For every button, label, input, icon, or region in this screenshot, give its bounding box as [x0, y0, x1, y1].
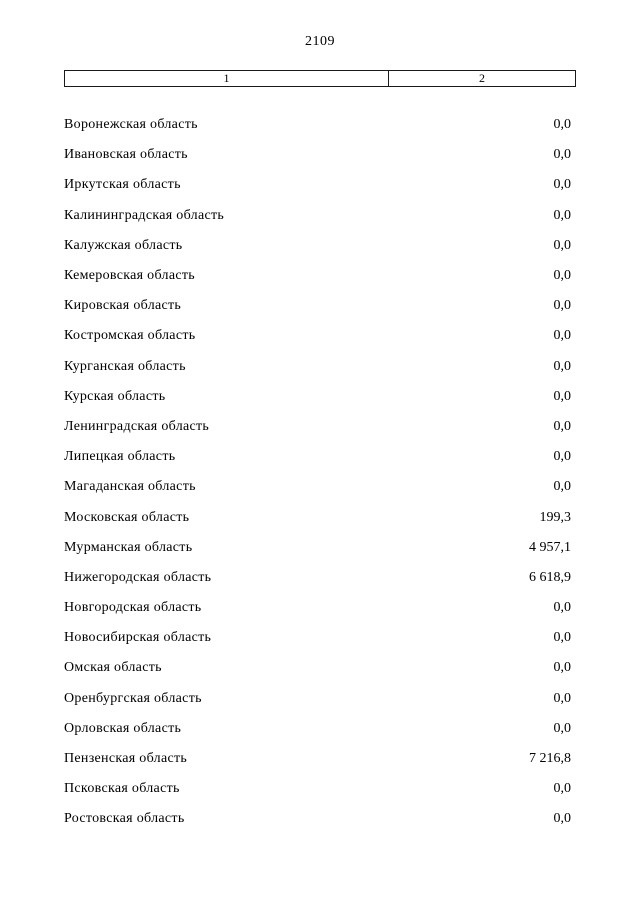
region-label: Кировская область	[64, 298, 182, 314]
region-value: 0,0	[553, 479, 571, 495]
table-row	[0, 140, 640, 170]
region-label: Ивановская область	[64, 147, 188, 163]
region-label: Орловская область	[64, 720, 182, 736]
table-row	[0, 321, 640, 351]
table-row	[0, 804, 640, 834]
region-label: Новгородская область	[64, 600, 202, 616]
region-label: Калужская область	[64, 237, 183, 253]
region-value: 4 957,1	[529, 539, 571, 555]
table-row	[0, 291, 640, 321]
region-label: Московская область	[64, 509, 190, 525]
region-value: 0,0	[553, 237, 571, 253]
region-value: 0,0	[553, 207, 571, 223]
region-label: Костромская область	[64, 328, 196, 344]
table-row	[0, 352, 640, 382]
column-header-1: 1	[65, 71, 389, 86]
region-label: Иркутская область	[64, 177, 181, 193]
region-value: 0,0	[553, 117, 571, 133]
table-row	[0, 412, 640, 442]
region-value: 0,0	[553, 328, 571, 344]
table-row	[0, 714, 640, 744]
table-row	[0, 170, 640, 200]
table-row	[0, 472, 640, 502]
table-row	[0, 653, 640, 683]
region-value: 0,0	[553, 358, 571, 374]
table-row	[0, 502, 640, 532]
region-value: 0,0	[553, 781, 571, 797]
table-row	[0, 623, 640, 653]
table-row	[0, 684, 640, 714]
region-value: 199,3	[539, 509, 571, 525]
region-label: Кемеровская область	[64, 268, 195, 284]
region-value: 0,0	[553, 449, 571, 465]
region-label: Пензенская область	[64, 751, 188, 767]
region-value: 7 216,8	[529, 751, 571, 767]
region-label: Курская область	[64, 388, 166, 404]
table-row	[0, 774, 640, 804]
table-row	[0, 442, 640, 472]
table-row	[0, 563, 640, 593]
region-value: 0,0	[553, 418, 571, 434]
region-label: Мурманская область	[64, 539, 193, 555]
region-label: Ленинградская область	[64, 418, 210, 434]
table-row	[0, 261, 640, 291]
table-row	[0, 231, 640, 261]
region-value: 0,0	[553, 690, 571, 706]
region-value: 0,0	[553, 660, 571, 676]
table-row	[0, 382, 640, 412]
region-value: 0,0	[553, 268, 571, 284]
table-body	[0, 110, 640, 835]
region-label: Липецкая область	[64, 449, 176, 465]
region-label: Ростовская область	[64, 811, 185, 827]
table-row	[0, 201, 640, 231]
region-label: Нижегородская область	[64, 569, 212, 585]
region-label: Оренбургская область	[64, 690, 202, 706]
region-value: 0,0	[553, 177, 571, 193]
region-label: Курганская область	[64, 358, 186, 374]
region-label: Воронежская область	[64, 117, 198, 133]
region-label: Новосибирская область	[64, 630, 212, 646]
region-value: 0,0	[553, 811, 571, 827]
table-header-row	[64, 70, 576, 87]
region-label: Магаданская область	[64, 479, 196, 495]
table-row	[0, 593, 640, 623]
table-row	[0, 744, 640, 774]
region-value: 0,0	[553, 298, 571, 314]
region-value: 6 618,9	[529, 569, 571, 585]
region-value: 0,0	[553, 388, 571, 404]
table-row	[0, 533, 640, 563]
region-label: Омская область	[64, 660, 162, 676]
column-header-2: 2	[479, 71, 485, 85]
region-value: 0,0	[553, 600, 571, 616]
region-value: 0,0	[553, 147, 571, 163]
region-label: Псковская область	[64, 781, 180, 797]
table-row	[0, 110, 640, 140]
region-value: 0,0	[553, 720, 571, 736]
region-value: 0,0	[553, 630, 571, 646]
region-label: Калининградская область	[64, 207, 225, 223]
page-number: 2109	[305, 34, 335, 49]
